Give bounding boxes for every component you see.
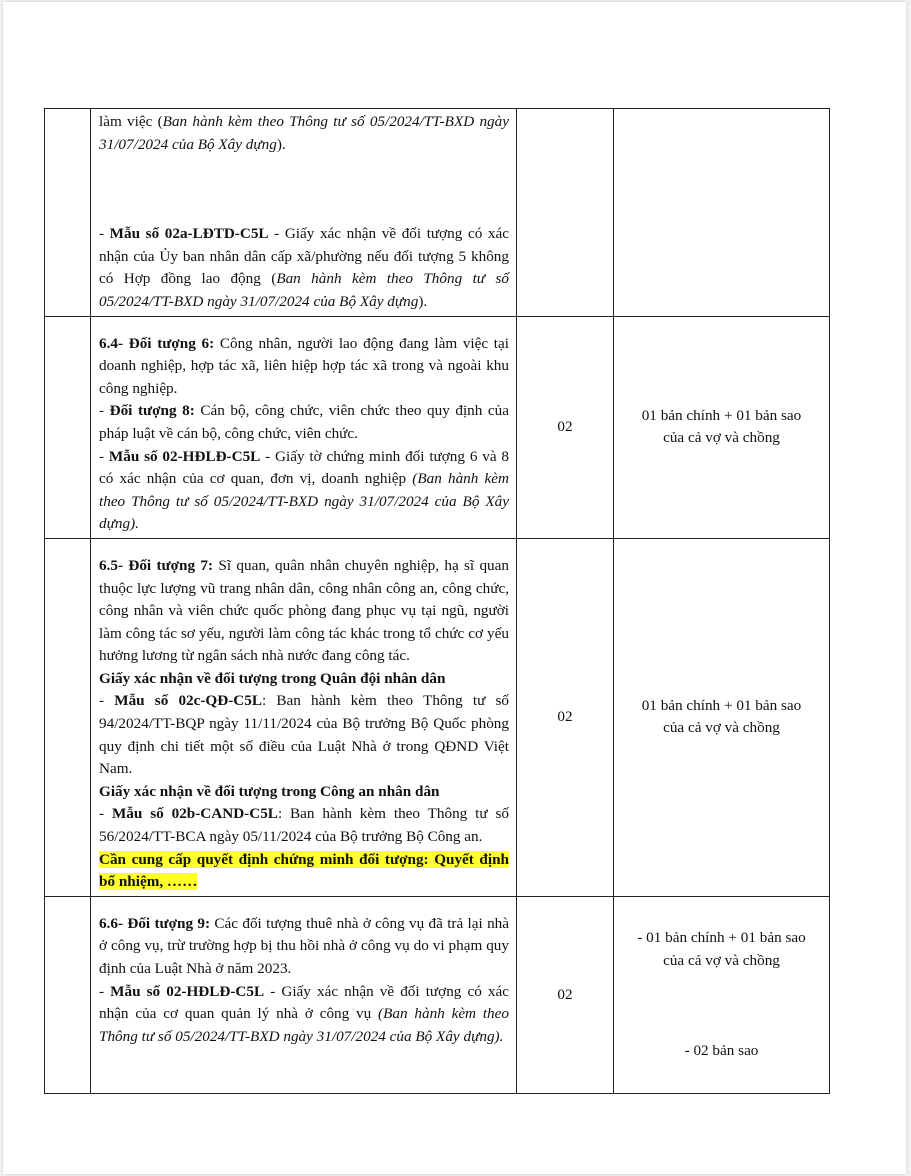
form-02-hdld-text: - Mẫu số 02-HĐLĐ-C5L - Giấy tờ chứng minh đối tượng 6 và 8 có xác nhận của cơ quan, đơn vị, doanh nghiệp (Ban hành kèm theo Thông tư số 05/2024/TT-BXD ngày 31/07/2024 của Bộ Xây dựng). (99, 447, 509, 533)
requirements-table (44, 108, 830, 1094)
copy-line: - 02 bản sao (684, 1042, 759, 1060)
copy-line: 01 bản chính + 01 bản sao (641, 696, 802, 714)
index-cell (45, 109, 91, 317)
highlight-note: Cần cung cấp quyết định chứng minh đối tượng: Quyết định bổ nhiệm, …… (99, 850, 509, 891)
table-row (45, 316, 830, 538)
copy-type-value (614, 538, 830, 896)
copy-line: của cả vợ và chồng (663, 429, 780, 447)
document-page (3, 2, 906, 1174)
quantity-value: 02 (517, 538, 614, 896)
copy-line: của cả vợ và chồng (663, 951, 780, 969)
police-title: Giấy xác nhận về đối tượng trong Công an nhân dân (99, 782, 440, 800)
form-02a-text: - Mẫu số 02a-LĐTD-C5L - Giấy xác nhận về đối tượng có xác nhận của Ủy ban nhân dân cấp xã/phường nếu đối tượng 5 không có Hợp đồng lao động (Ban hành kèm theo Thông tư số 05/2024/TT-BXD ngày 31/07/2024 của Bộ Xây dựng). (99, 225, 509, 310)
form-02c-text: - Mẫu số 02c-QĐ-C5L: Ban hành kèm theo Thông tư số 94/2024/TT-BQP ngày 11/11/2024 của Bộ trưởng Bộ Quốc phòng quy định chi tiết một số điều của Luật Nhà ở trong QĐND Việt Nam. (99, 692, 509, 778)
description-cell (91, 538, 517, 896)
quantity-cell (517, 109, 614, 317)
description-cell (91, 896, 517, 1093)
copy-type-value (614, 316, 830, 538)
index-cell (45, 538, 91, 896)
form-02-hdld-text: - Mẫu số 02-HĐLĐ-C5L - Giấy xác nhận về đối tượng có xác nhận của cơ quan quản lý nhà ở công vụ (Ban hành kèm theo Thông tư số 05/2024/TT-BXD ngày 31/07/2024 của Bộ Xây dựng). (99, 982, 509, 1045)
table-row (45, 109, 830, 317)
index-cell (45, 316, 91, 538)
description-cell (91, 109, 517, 317)
target-6-text: 6.4- Đối tượng 6: Công nhân, người lao động đang làm việc tại doanh nghiệp, hợp tác xã, liên hiệp hợp tác xã trong và ngoài khu công nghiệp. (99, 334, 509, 397)
target-8-text: - Đối tượng 8: Cán bộ, công chức, viên chức theo quy định của pháp luật về cán bộ, công chức, viên chức. (99, 402, 509, 442)
copy-line: - 01 bản chính + 01 bản sao (637, 928, 806, 946)
quantity-value: 02 (517, 316, 614, 538)
index-cell (45, 896, 91, 1093)
description-cell (91, 316, 517, 538)
copy-line: 01 bản chính + 01 bản sao (641, 406, 802, 424)
form-02b-text: - Mẫu số 02b-CAND-C5L: Ban hành kèm theo Thông tư số 56/2024/TT-BCA ngày 05/11/2024 của Bộ trưởng Bộ Công an. (99, 805, 509, 846)
table-row (45, 896, 830, 1093)
copy-type-cell (614, 109, 830, 317)
continuation-text: làm việc (Ban hành kèm theo Thông tư số 05/2024/TT-BXD ngày 31/07/2024 của Bộ Xây dựng). (99, 113, 509, 153)
table-row (45, 538, 830, 896)
army-title: Giấy xác nhận về đối tượng trong Quân đội nhân dân (99, 669, 446, 687)
target-9-text: 6.6- Đối tượng 9: Các đối tượng thuê nhà ở công vụ đã trả lại nhà ở công vụ, trừ trường hợp bị thu hồi nhà ở công vụ do vi phạm quy định của Luật Nhà ở năm 2023. (99, 914, 509, 977)
target-7-text: 6.5- Đối tượng 7: Sĩ quan, quân nhân chuyên nghiệp, hạ sĩ quan thuộc lực lượng vũ trang nhân dân, công nhân công an, công chức, công nhân và viên chức quốc phòng đang phục vụ tại ngũ, người làm công tác sơ yếu, người làm công tác khác trong tổ chức cơ yếu hưởng lương từ ngân sách nhà nước đang công tác. (99, 556, 509, 665)
copy-line: của cả vợ và chồng (663, 719, 780, 737)
copy-type-value (614, 896, 830, 1093)
quantity-value: 02 (517, 896, 614, 1093)
